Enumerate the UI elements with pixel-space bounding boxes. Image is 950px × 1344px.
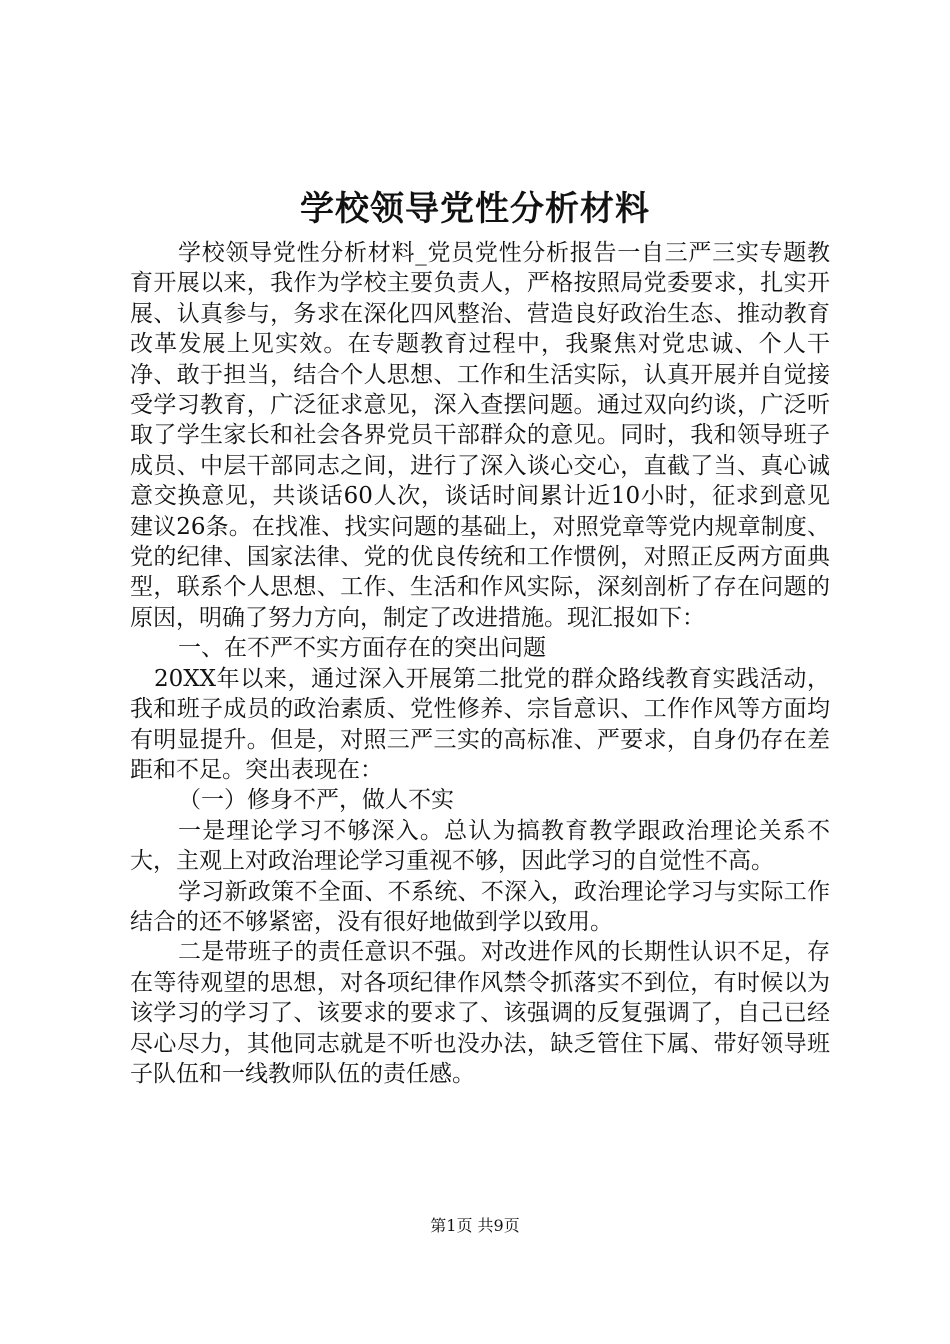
point-paragraph: 一是理论学习不够深入。总认为搞教育教学跟政治理论关系不大，主观上对政治理论学习重视不够，因此学习的自觉性不高。 xyxy=(130,817,830,875)
point-paragraph: 二是带班子的责任意识不强。对改进作风的长期性认识不足，存在等待观望的思想，对各项纪律作风禁令抓落实不到位，有时候以为该学习的学习了、该要求的要求了、该强调的反复强调了，自己已经尽心尽力，其他同志就是不听也没办法，缺乏管住下属、带好领导班子队伍和一线教师队伍的责任感。 xyxy=(130,939,830,1087)
document-body xyxy=(130,238,830,1089)
intro-paragraph: 学校领导党性分析材料_党员党性分析报告一自三严三实专题教育开展以来，我作为学校主要负责人，严格按照局党委要求，扎实开展、认真参与，务求在深化四风整治、营造良好政治生态、推动教育改革发展上见实效。在专题教育过程中，我聚焦对党忠诚、个人干净、敢于担当，结合个人思想、工作和生活实际，认真开展并自觉接受学习教育，广泛征求意见，深入查摆问题。通过双向约谈，广泛听取了学生家长和社会各界党员干部群众的意见。同时，我和领导班子成员、中层干部同志之间，进行了深入谈心交心，直截了当、真心诚意交换意见，共谈话60人次，谈话时间累计近10小时，征求到意见建议26条。在找准、找实问题的基础上，对照党章等党内规章制度、党的纪律、国家法律、党的优良传统和工作惯例，对照正反两方面典型，联系个人思想、工作、生活和作风实际，深刻剖析了存在问题的原因，明确了努力方向，制定了改进措施。现汇报如下： xyxy=(130,240,830,631)
subsection-heading: （一）修身不严，做人不实 xyxy=(178,787,454,814)
page-footer: 第1页 共9页 xyxy=(430,1216,520,1235)
document-title: 学校领导党性分析材料 xyxy=(300,189,650,229)
section-heading: 一、在不严不实方面存在的突出问题 xyxy=(178,635,546,662)
point-paragraph: 学习新政策不全面、不系统、不深入，政治理论学习与实际工作结合的还不够紧密，没有很好地做到学以致用。 xyxy=(130,878,830,935)
section-paragraph: 20XX年以来，通过深入开展第二批党的群众路线教育实践活动，我和班子成员的政治素质、党性修养、宗旨意识、工作作风等方面均有明显提升。但是，对照三严三实的高标准、严要求，自身仍存在差距和不足。突出表现在： xyxy=(130,665,830,783)
